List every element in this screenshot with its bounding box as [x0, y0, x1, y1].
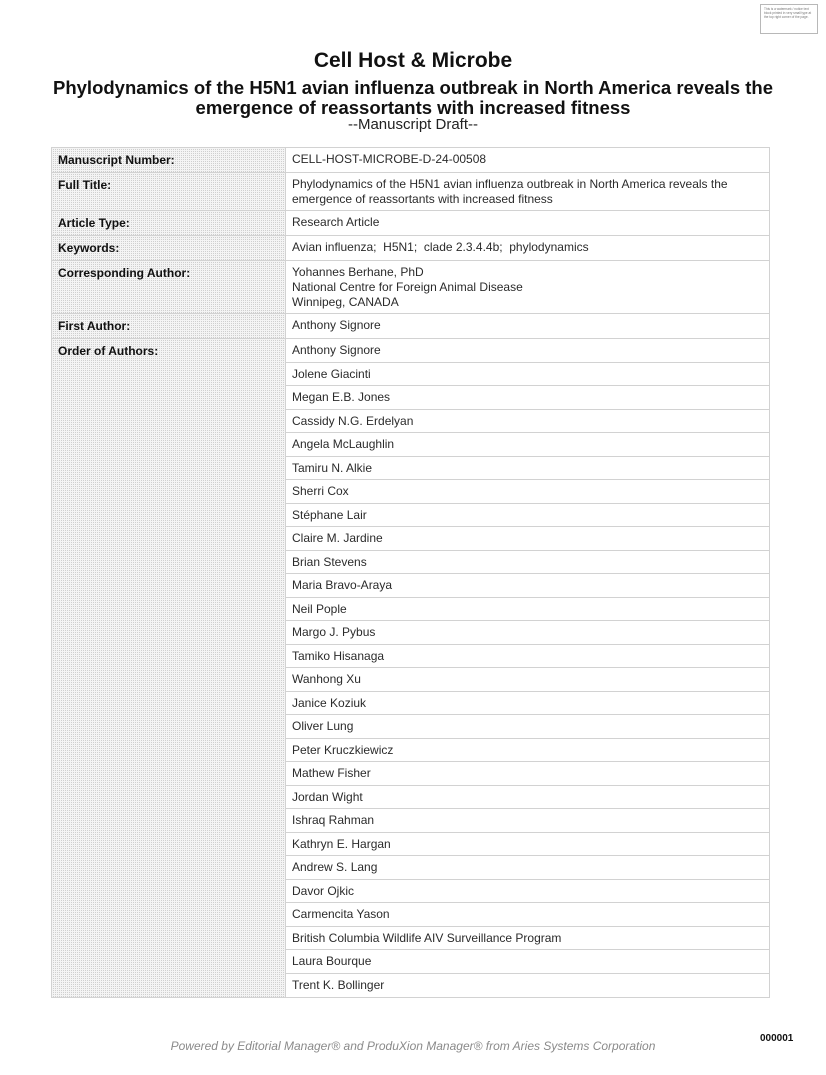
keywords-value: Avian influenza; H5N1; clade 2.3.4.4b; phylodynamics	[292, 240, 589, 254]
label-cell	[52, 173, 286, 211]
page-number: 000001	[760, 1033, 794, 1044]
author-list-item: Brian Stevens	[286, 551, 769, 575]
footer-powered-by: Powered by Editorial Manager® and ProduXion Manager® from Aries Systems Corporation	[170, 1039, 656, 1053]
row-full-title	[52, 173, 770, 211]
author-list-item: Carmencita Yason	[286, 903, 769, 927]
keywords-label: Keywords:	[58, 241, 120, 255]
value-cell	[286, 211, 770, 236]
manuscript-number-label: Manuscript Number:	[58, 153, 175, 167]
value-cell	[286, 314, 770, 339]
author-list-item: Anthony Signore	[286, 339, 769, 363]
value-cell	[286, 148, 770, 173]
corresponding-author-label: Corresponding Author:	[58, 266, 191, 280]
label-cell	[52, 148, 286, 173]
author-list-item: Oliver Lung	[286, 715, 769, 739]
first-author-label: First Author:	[58, 319, 131, 333]
corresponding-author-location: Winnipeg, CANADA	[292, 295, 399, 309]
author-list-item: Stéphane Lair	[286, 504, 769, 528]
manuscript-title	[40, 78, 786, 118]
author-list-item: Tamiru N. Alkie	[286, 457, 769, 481]
author-list-item: Wanhong Xu	[286, 668, 769, 692]
value-cell	[286, 261, 770, 314]
watermark-notice: This is a watermark / notice text block printed in very small type at the top right corner of the page.	[760, 4, 818, 34]
author-list	[286, 339, 769, 997]
label-cell	[52, 236, 286, 261]
manuscript-number-value: CELL-HOST-MICROBE-D-24-00508	[292, 152, 487, 166]
article-type-value: Research Article	[292, 215, 380, 229]
value-cell	[286, 173, 770, 211]
author-list-item: Jolene Giacinti	[286, 363, 769, 387]
author-list-item: Tamiko Hisanaga	[286, 645, 769, 669]
author-list-item: Sherri Cox	[286, 480, 769, 504]
title-line-2: emergence of reassortants with increased fitness	[195, 97, 631, 118]
title-line-1: Phylodynamics of the H5N1 avian influenza outbreak in North America reveals the	[53, 77, 773, 98]
label-cell	[52, 339, 286, 998]
order-of-authors-label: Order of Authors:	[58, 344, 159, 358]
row-keywords	[52, 236, 770, 261]
author-list-item: Peter Kruczkiewicz	[286, 739, 769, 763]
value-cell	[286, 236, 770, 261]
author-list-item: Kathryn E. Hargan	[286, 833, 769, 857]
journal-name: Cell Host & Microbe	[313, 49, 513, 72]
author-list-item: Neil Pople	[286, 598, 769, 622]
corresponding-author-name: Yohannes Berhane, PhD	[292, 265, 424, 279]
row-article-type	[52, 211, 770, 236]
corresponding-author-institution: National Centre for Foreign Animal Disease	[292, 280, 523, 294]
author-list-item: Laura Bourque	[286, 950, 769, 974]
author-list-item: Megan E.B. Jones	[286, 386, 769, 410]
manuscript-metadata-table	[51, 147, 770, 998]
row-manuscript-number	[52, 148, 770, 173]
row-first-author	[52, 314, 770, 339]
full-title-line-1: Phylodynamics of the H5N1 avian influenza outbreak in North America reveals the	[292, 177, 728, 191]
label-cell	[52, 211, 286, 236]
author-list-item: British Columbia Wildlife AIV Surveillance Program	[286, 927, 769, 951]
author-list-item: Davor Ojkic	[286, 880, 769, 904]
draft-label: --Manuscript Draft--	[347, 116, 478, 133]
row-order-of-authors	[52, 339, 770, 998]
full-title-line-2: emergence of reassortants with increased fitness	[292, 192, 553, 206]
first-author-value: Anthony Signore	[292, 318, 381, 332]
author-list-item: Angela McLaughlin	[286, 433, 769, 457]
author-list-item: Ishraq Rahman	[286, 809, 769, 833]
author-list-item: Andrew S. Lang	[286, 856, 769, 880]
full-title-label: Full Title:	[58, 178, 112, 192]
row-corresponding-author	[52, 261, 770, 314]
value-cell	[286, 339, 770, 998]
author-list-item: Margo J. Pybus	[286, 621, 769, 645]
author-list-item: Cassidy N.G. Erdelyan	[286, 410, 769, 434]
author-list-item: Mathew Fisher	[286, 762, 769, 786]
author-list-item: Janice Koziuk	[286, 692, 769, 716]
label-cell	[52, 314, 286, 339]
author-list-item: Jordan Wight	[286, 786, 769, 810]
label-cell	[52, 261, 286, 314]
author-list-item: Maria Bravo-Araya	[286, 574, 769, 598]
article-type-label: Article Type:	[58, 216, 130, 230]
author-list-item: Claire M. Jardine	[286, 527, 769, 551]
author-list-item: Trent K. Bollinger	[292, 977, 385, 992]
